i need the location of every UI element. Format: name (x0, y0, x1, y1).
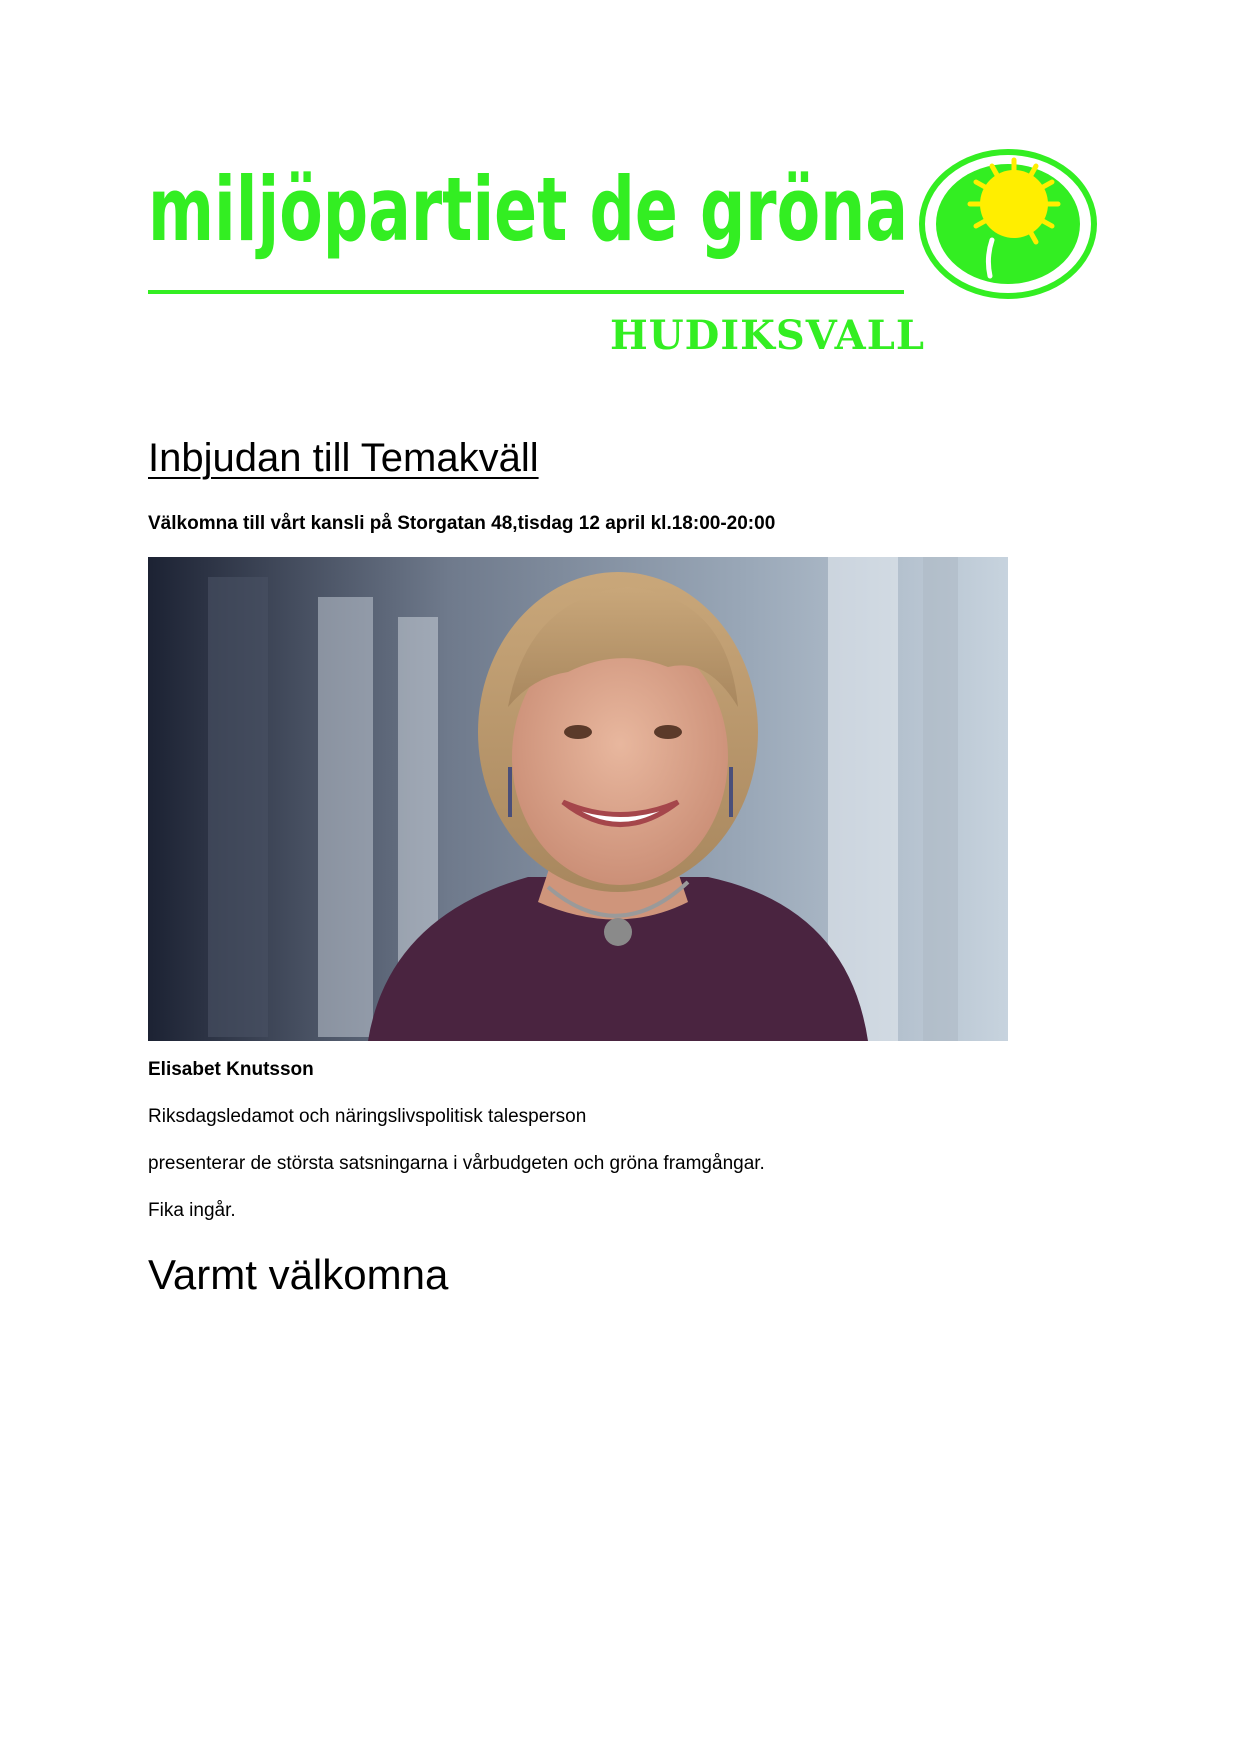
speaker-name: Elisabet Knutsson (148, 1059, 314, 1080)
party-wordmark-logo (148, 158, 908, 278)
refreshments-note: Fika ingår. (148, 1200, 236, 1221)
page-title: Inbjudan till Temakväll (148, 436, 539, 480)
event-details: Välkomna till vårt kansli på Storgatan 48,tisdag 12 april kl.18:00-20:00 (148, 513, 776, 534)
speaker-photo (148, 557, 1008, 1041)
speaker-role: Riksdagsledamot och näringslivspolitisk talesperson (148, 1106, 587, 1127)
wordmark-text: miljöpartiet de gröna (148, 158, 908, 261)
local-branch-name: HUDIKSVALL (610, 312, 925, 359)
logo-divider (148, 290, 904, 294)
dandelion-emblem-icon (918, 148, 1100, 300)
closing-greeting: Varmt välkomna (148, 1251, 449, 1298)
speaker-description: presenterar de största satsningarna i vårbudgeten och gröna framgångar. (148, 1153, 765, 1174)
